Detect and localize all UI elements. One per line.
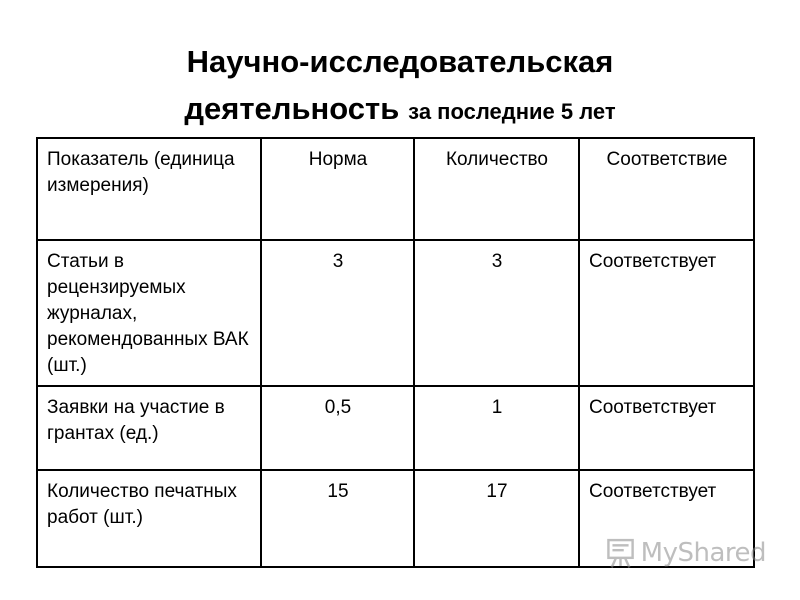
cell-count: 17 [414, 470, 579, 567]
watermark-text: MyShared [640, 538, 766, 568]
cell-count: 1 [414, 386, 579, 470]
cell-compliance: Соответствует [579, 386, 754, 470]
presentation-board-icon [606, 533, 637, 573]
myshared-watermark [606, 530, 766, 576]
cell-norm: 15 [261, 470, 414, 567]
cell-indicator: Статьи в рецензируемых журналах, рекомендованных ВАК (шт.) [37, 240, 261, 386]
cell-norm: 3 [261, 240, 414, 386]
cell-norm: 0,5 [261, 386, 414, 470]
header-indicator: Показатель (единица измерения) [37, 138, 261, 240]
cell-indicator: Количество печатных работ (шт.) [37, 470, 261, 567]
table-row [37, 240, 754, 386]
table-row [37, 386, 754, 470]
cell-indicator: Заявки на участие в грантах (ед.) [37, 386, 261, 470]
cell-count: 3 [414, 240, 579, 386]
title-line-2-suffix: за последние 5 лет [408, 99, 616, 124]
cell-compliance: Соответствует [579, 470, 754, 567]
title-line-2-main: деятельность [184, 91, 400, 126]
research-activity-table [36, 137, 755, 568]
table-header-row [37, 138, 754, 240]
header-count: Количество [414, 138, 579, 240]
slide-title [0, 38, 800, 135]
cell-compliance: Соответствует [579, 240, 754, 386]
title-line-1: Научно-исследовательская [186, 44, 614, 79]
header-compliance: Соответствие [579, 138, 754, 240]
header-norm: Норма [261, 138, 414, 240]
